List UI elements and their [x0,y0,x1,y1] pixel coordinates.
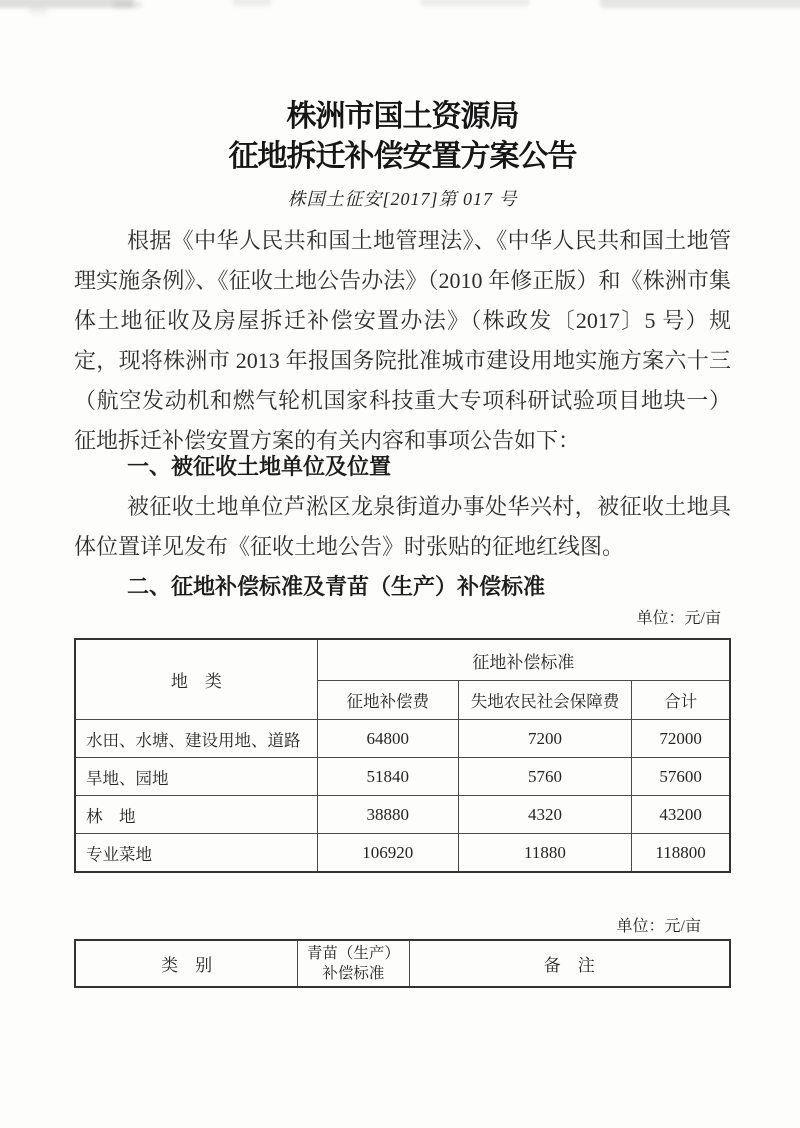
section-1-paragraph: 被征收土地单位芦淞区龙泉街道办事处华兴村，被征收土地具体位置详见发布《征收土地公告》时张贴的征地红线图。 [74,494,731,559]
header-category: 类 别 [75,940,298,987]
header-seedling-standard [298,940,409,987]
cell-total: 118800 [632,834,730,873]
cell-land-type: 林 地 [75,796,317,834]
intro-paragraph: 根据《中华人民共和国土地管理法》、《中华人民共和国土地管理实施条例》、《征收土地公告办法》（2010 年修正版）和《株洲市集体土地征收及房屋拆迁补偿安置办法》（株政发〔2017〕5 号）规定，现将株洲市 2013 年报国务院批准城市建设用地实施方案六十三（航空发动机和燃气轮机国家科技重大专项科研试验项目地块一）征地拆迁补偿安置方案的有关内容和事项公告如下： [74,228,731,453]
header-seedling-standard-line2: 补偿标准 [322,964,385,982]
header-social-security-fee: 失地农民社会保障费 [458,681,632,720]
cell-social-security-fee: 7200 [458,720,632,758]
scan-smudge [28,7,48,15]
cell-land-type: 水田、水塘、建设用地、道路 [75,720,317,758]
document-number: 株国土征安[2017]第 017 号 [287,189,518,209]
cell-land-fee: 38880 [317,796,458,834]
header-remark: 备 注 [409,940,730,987]
header-compensation-standard-group: 征地补偿标准 [317,639,730,681]
header-seedling-standard-line1: 青苗（生产） [306,944,400,962]
cell-land-fee: 106920 [317,834,458,873]
table-row [75,758,730,796]
table-row [75,796,730,834]
land-compensation-table [74,638,731,873]
cell-social-security-fee: 11880 [458,834,632,873]
cell-total: 72000 [632,720,730,758]
table-header-row [75,940,730,987]
table-row [75,834,730,873]
document-title-line1: 株洲市国土资源局 [286,100,519,133]
section-1-heading: 一、被征收土地单位及位置 [127,454,392,479]
cell-land-fee: 51840 [317,758,458,796]
seedling-compensation-table [74,939,731,988]
cell-social-security-fee: 5760 [458,758,632,796]
header-land-fee: 征地补偿费 [317,681,458,720]
header-total: 合计 [632,681,730,720]
cell-social-security-fee: 4320 [458,796,632,834]
table1-unit-label: 单位：元/亩 [636,610,721,627]
table-row [75,720,730,758]
document-title-line2: 征地拆迁补偿安置方案公告 [228,140,577,173]
section-2-heading: 二、征地补偿标准及青苗（生产）补偿标准 [127,574,546,599]
header-land-type: 地 类 [75,639,317,720]
table-header-row [75,639,730,681]
cell-total: 43200 [632,796,730,834]
cell-land-type: 旱地、园地 [75,758,317,796]
document-body [74,0,731,988]
table2-unit-label: 单位：元/亩 [616,918,701,935]
cell-total: 57600 [632,758,730,796]
cell-land-fee: 64800 [317,720,458,758]
cell-land-type: 专业菜地 [75,834,317,873]
